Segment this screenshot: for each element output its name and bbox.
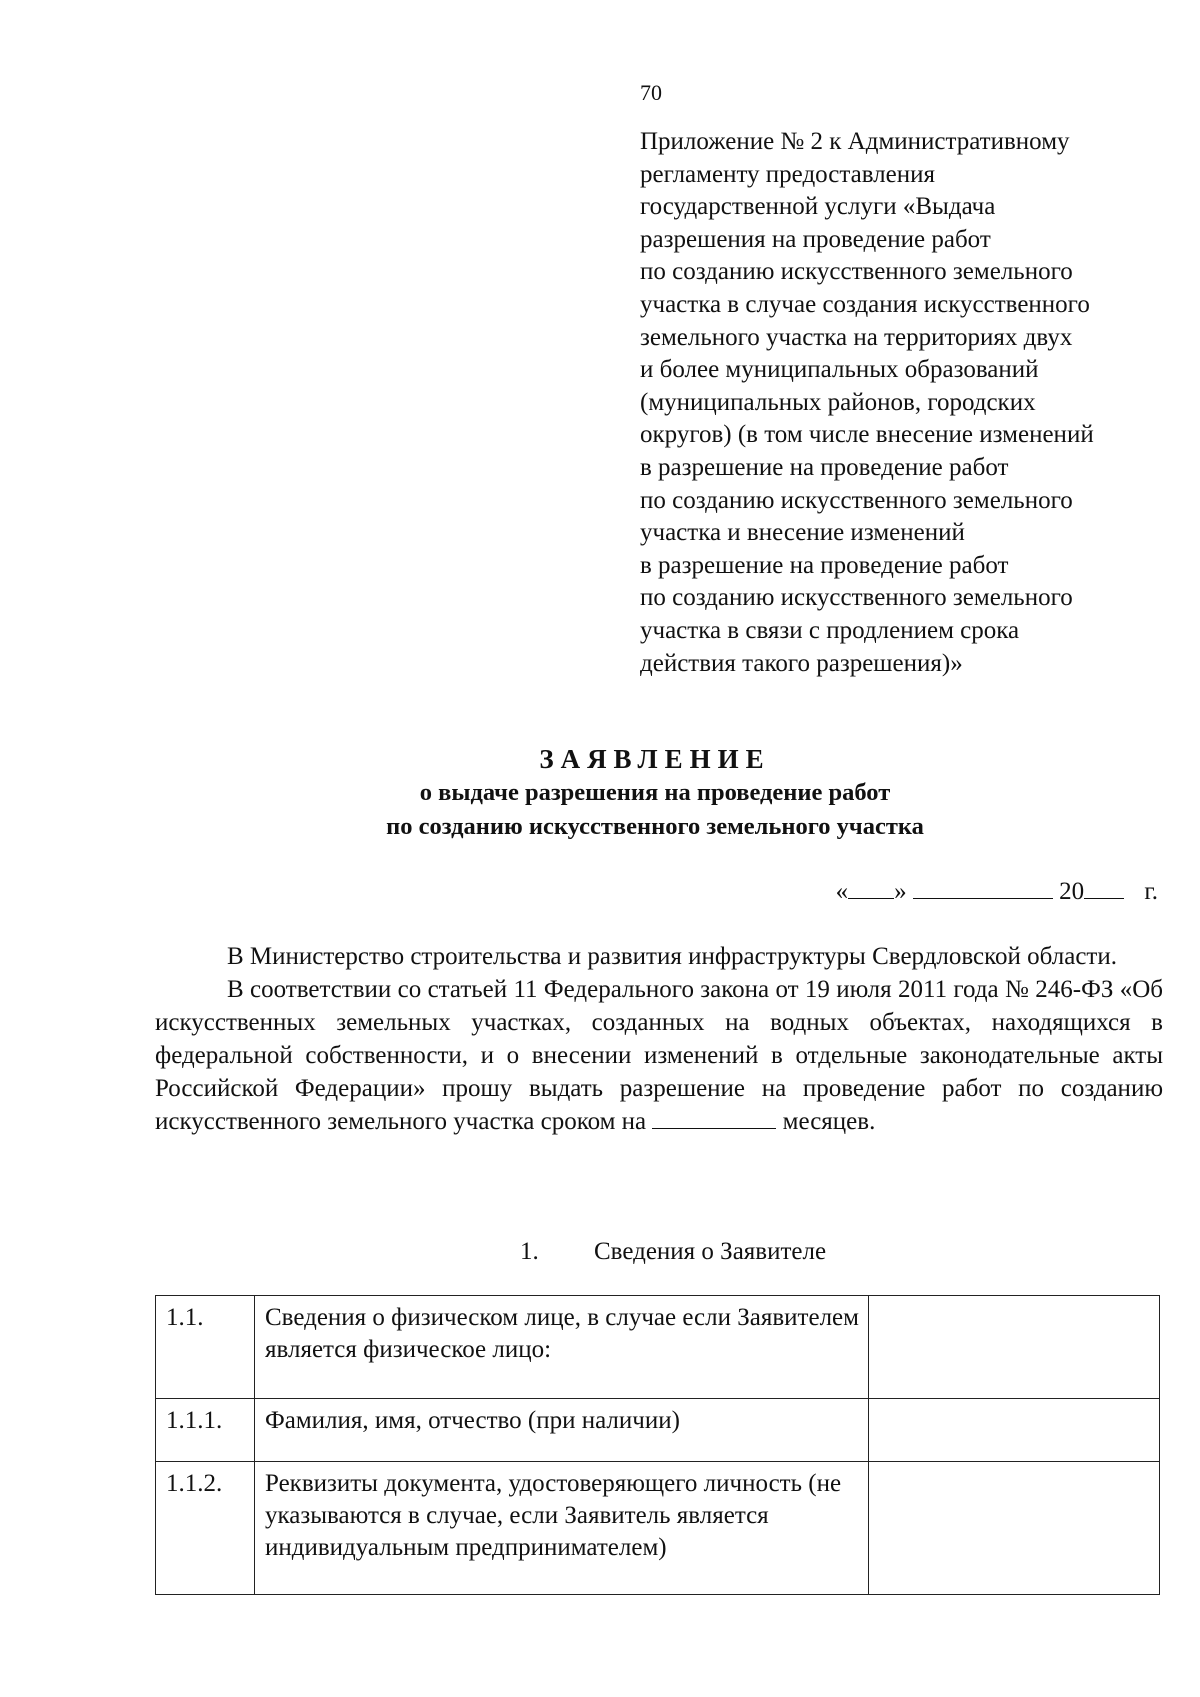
date-line <box>836 876 1158 906</box>
annex-line: участка в случае создания искусственного <box>640 290 1090 318</box>
month-blank[interactable] <box>913 876 1053 899</box>
annex-line: и более муниципальных образований <box>640 356 1039 384</box>
row-description: Сведения о физическом лице, в случае если Заявителем является физическое лицо: <box>255 1296 869 1399</box>
row-value-cell[interactable] <box>869 1399 1160 1462</box>
body-text <box>155 940 1163 1138</box>
date-open-quote: « <box>835 878 849 905</box>
section-number: 1. <box>520 1238 539 1265</box>
year-suffix: г. <box>1144 878 1158 905</box>
row-value-cell[interactable] <box>869 1296 1160 1399</box>
annex-reference <box>640 126 1180 680</box>
table-row <box>156 1462 1160 1595</box>
annex-line: в разрешение на проведение работ <box>640 453 1009 481</box>
request-paragraph <box>155 973 1163 1138</box>
day-blank[interactable] <box>848 876 894 899</box>
annex-line: округов) (в том числе внесение изменений <box>640 421 1094 449</box>
addressee-paragraph: В Министерство строительства и развития инфраструктуры Свердловской области. <box>227 943 1117 970</box>
row-number: 1.1. <box>156 1296 255 1399</box>
title-main: ЗАЯВЛЕНИЕ <box>539 744 771 774</box>
year-prefix: 20 <box>1059 878 1085 905</box>
title-subline: по созданию искусственного земельного участка <box>386 813 924 840</box>
page-number: 70 <box>640 80 662 105</box>
title-subline: о выдаче разрешения на проведение работ <box>419 779 891 806</box>
annex-line: (муниципальных районов, городских <box>640 388 1036 416</box>
table-row <box>156 1296 1160 1399</box>
date-close-quote: » <box>894 878 907 905</box>
annex-line: по созданию искусственного земельного <box>640 258 1073 286</box>
row-number: 1.1.2. <box>156 1462 255 1595</box>
row-description: Фамилия, имя, отчество (при наличии) <box>255 1399 869 1462</box>
table-row <box>156 1399 1160 1462</box>
document-title <box>150 742 1160 844</box>
annex-line: в разрешение на проведение работ <box>640 551 1009 579</box>
annex-line: разрешения на проведение работ <box>640 225 991 253</box>
row-number: 1.1.1. <box>156 1399 255 1462</box>
annex-line: земельного участка на территориях двух <box>640 323 1073 351</box>
row-description: Реквизиты документа, удостоверяющего личность (не указываются в случае, если Заявитель является индивидуальным предпринимателем) <box>255 1462 869 1595</box>
term-suffix: месяцев. <box>782 1108 876 1135</box>
term-prefix: сроком на <box>540 1108 647 1135</box>
annex-line: участка в связи с продлением срока <box>640 616 1020 644</box>
annex-line: регламенту предоставления <box>640 160 936 188</box>
year-blank[interactable] <box>1084 876 1124 899</box>
annex-line: государственной услуги «Выдача <box>640 193 996 221</box>
applicant-table <box>155 1295 1160 1595</box>
section-title: Сведения о Заявителе <box>594 1238 827 1265</box>
annex-line: действия такого разрешения)» <box>640 649 963 677</box>
row-value-cell[interactable] <box>869 1462 1160 1595</box>
request-text: В соответствии со статьей 11 Федерального закона от 19 июля 2011 года № 246-ФЗ «Об искусственных земельных участках, созданных на водных объектах, находящихся в федеральной собственности, и о внесении изменений в отдельные законодательные акты Российской Федерации» прошу выдать разрешение на проведение работ по созданию искусственного земельного участка <box>155 976 1163 1135</box>
section-heading <box>520 1238 826 1266</box>
annex-line: участка и внесение изменений <box>640 519 965 547</box>
term-blank[interactable] <box>652 1106 776 1129</box>
annex-line: по созданию искусственного земельного <box>640 486 1073 514</box>
annex-line: Приложение № 2 к Административному <box>640 128 1070 155</box>
annex-line: по созданию искусственного земельного <box>640 584 1073 612</box>
